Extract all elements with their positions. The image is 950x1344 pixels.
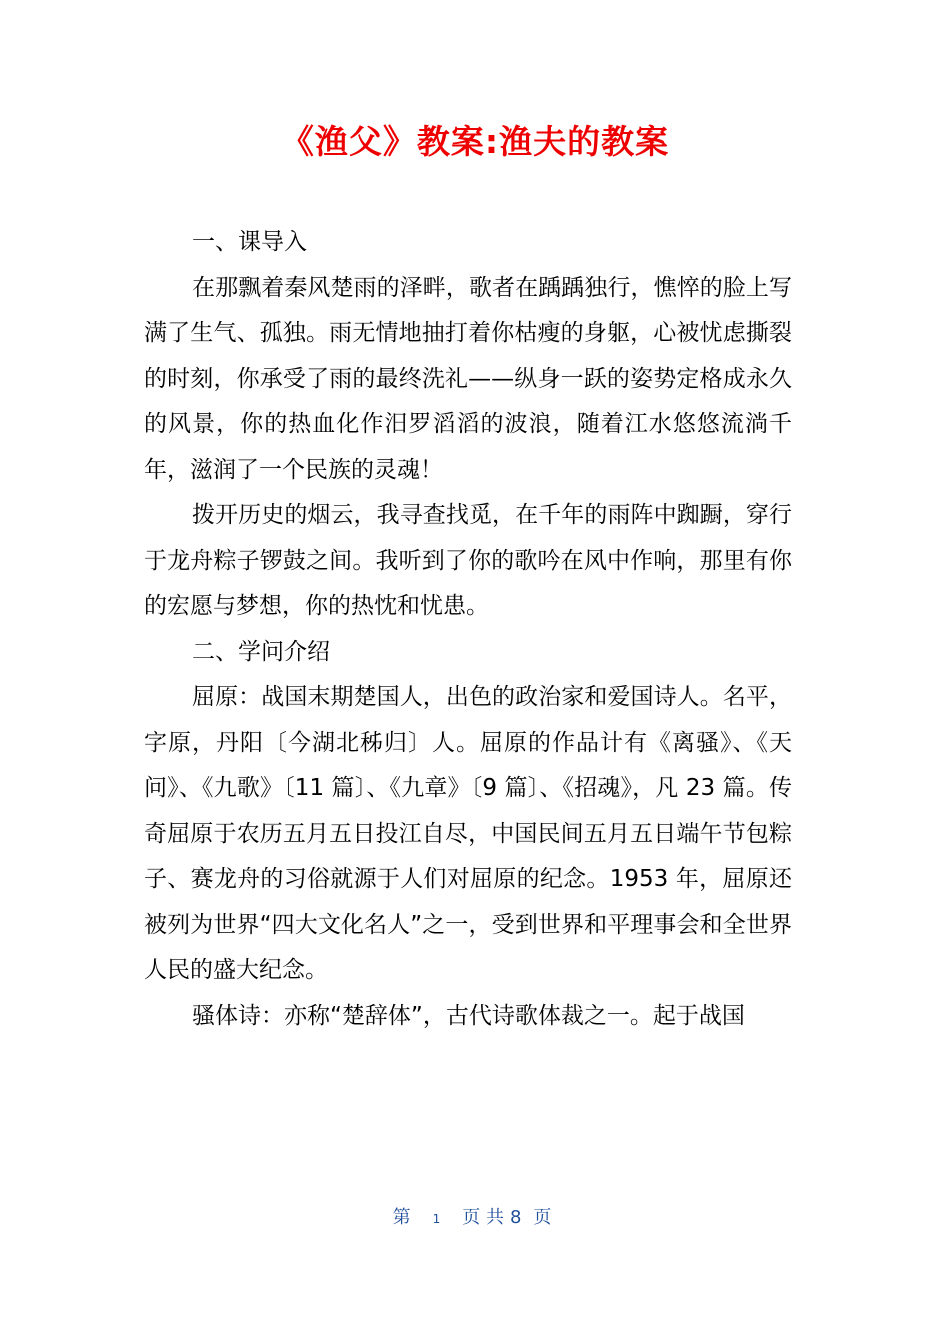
paragraph: 在那飘着秦风楚雨的泽畔，歌者在踽踽独行，憔悴的脸上写满了生气、孤独。雨无情地抽打着你枯瘦的身躯，心被忧虑撕裂的时刻，你承受了雨的最终洗礼——纵身一跃的姿势定格成永久的风景，你的热血化作汨罗滔滔的波浪，随着江水悠悠流淌千年，滋润了一个民族的灵魂！ <box>144 274 792 483</box>
paragraph: 拨开历史的烟云，我寻查找觅，在千年的雨阵中踟蹰，穿行于龙舟粽子锣鼓之间。我听到了你的歌吟在风中作响，那里有你的宏愿与梦想，你的热忱和忧患。 <box>144 502 792 619</box>
footer-middle: 页 共 <box>462 1207 504 1228</box>
document-title: 《渔父》教案:渔夫的教案 <box>280 122 670 161</box>
section-heading-intro: 一、课导入 <box>192 229 307 255</box>
document-body <box>144 220 792 1039</box>
paragraph: 屈原：战国末期楚国人，出色的政治家和爱国诗人。名平，字原，丹阳〔今湖北秭归〕人。屈原的作品计有《离骚》、《天问》、《九歌》〔11 篇〕、《九章》〔9 篇〕、《招魂》，凡 23 篇。传奇屈原于农历五月五日投江自尽，中国民间五月五日端午节包粽子、赛龙舟的习俗就源于人们对屈原的纪念。1953 年，屈原还被列为世界“四大文化名人”之一，受到世界和平理事会和全世界人民的盛大纪念。 <box>144 684 792 983</box>
section-heading-knowledge: 二、学问介绍 <box>192 638 330 665</box>
footer-prefix: 第 <box>392 1207 411 1228</box>
footer-current-page: 1 <box>432 1212 441 1226</box>
footer-suffix: 页 <box>533 1207 552 1228</box>
page-footer <box>0 1204 950 1233</box>
paragraph: 骚体诗：亦称“楚辞体”，古代诗歌体裁之一。起于战国 <box>192 1002 745 1029</box>
footer-total-pages: 8 <box>509 1207 522 1228</box>
